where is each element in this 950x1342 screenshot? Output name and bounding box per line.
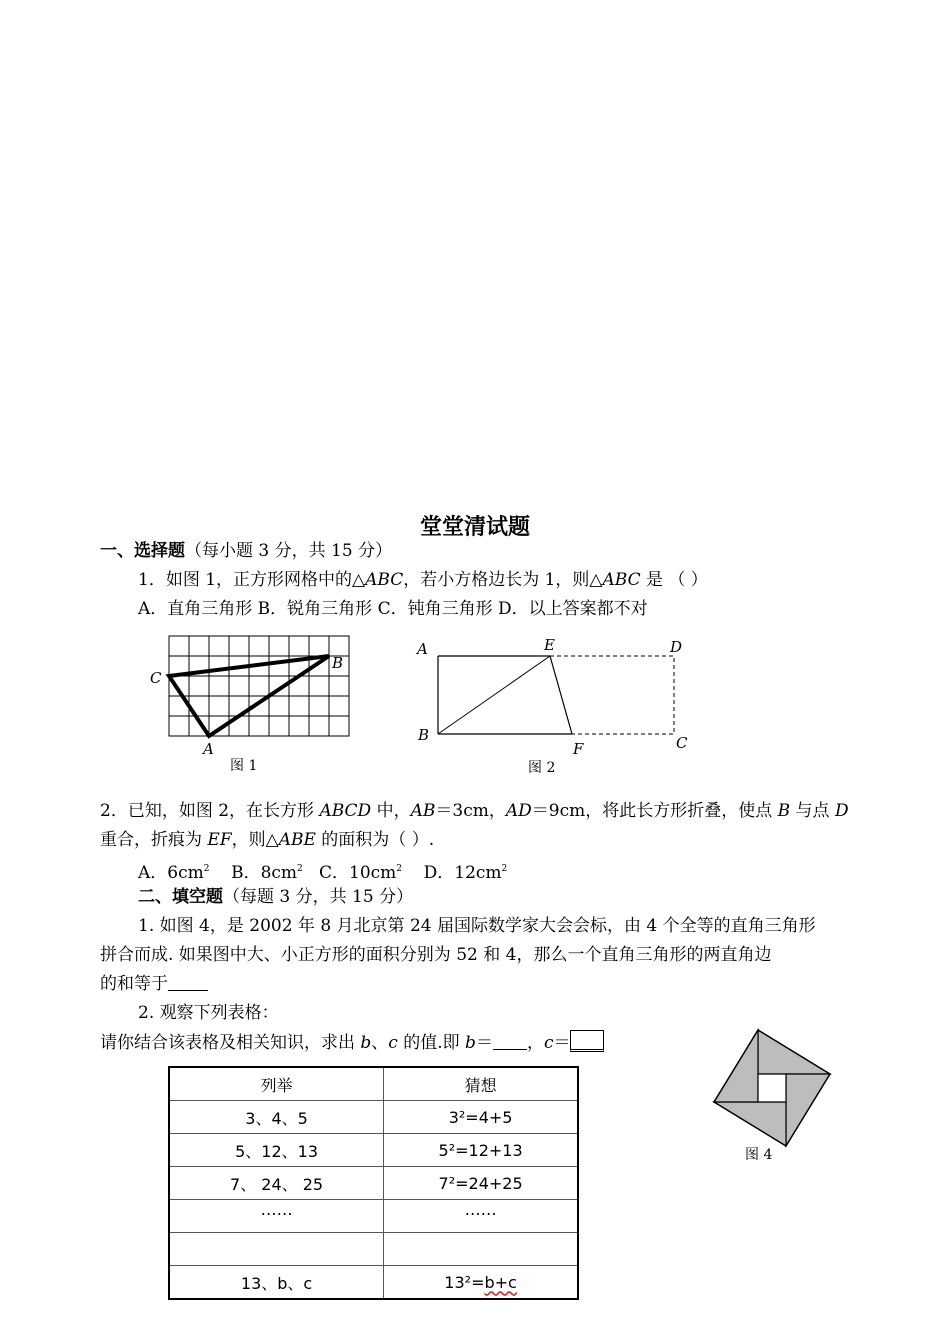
- q2-text: ＝9cm，将此长方形折叠，使点: [531, 801, 778, 821]
- fig4-inner-square: [758, 1074, 786, 1102]
- table-cell: [169, 1233, 384, 1266]
- fig2-label-f: F: [573, 740, 584, 758]
- table-cell: 3²=4+5: [384, 1101, 578, 1134]
- b-answer-blank[interactable]: [493, 1033, 527, 1050]
- table-row: [169, 1101, 578, 1134]
- last-guess-prefix: 13²=: [444, 1272, 485, 1292]
- fig1-caption: 图 1: [230, 758, 258, 774]
- q1-stem: [138, 569, 708, 591]
- fig2-label-b: B: [418, 726, 430, 744]
- fill2-text: 的值.即: [397, 1033, 466, 1053]
- header-list: 列举: [169, 1067, 384, 1101]
- fill2-line2: [100, 1030, 604, 1054]
- fig4-caption: 图 4: [745, 1147, 773, 1163]
- table-cell: [384, 1233, 578, 1266]
- q1-abc: ABC: [365, 570, 404, 590]
- q2-text: 中，: [371, 801, 411, 821]
- figure-2: [410, 630, 710, 780]
- q2-abe: ABE: [278, 830, 316, 850]
- fig1-grid: [169, 636, 349, 736]
- last-guess-expression: b+c: [484, 1272, 517, 1292]
- fig1-label-a: A: [203, 740, 214, 758]
- section1-title: 一、选择题: [100, 541, 185, 561]
- q2-text: 重合，折痕为: [100, 830, 208, 850]
- section2-heading: [138, 886, 413, 908]
- q2-line2: [100, 829, 434, 851]
- q2-abcd: ABCD: [319, 801, 372, 821]
- fill2-text: ＝: [475, 1033, 493, 1053]
- section2-note: （每题 3 分，共 15 分）: [223, 887, 414, 907]
- fig1-label-b: B: [332, 654, 344, 672]
- q2-b: B: [777, 801, 791, 821]
- q2-text: ，则△: [231, 830, 279, 850]
- table-row: [169, 1200, 578, 1233]
- table-cell: ……: [384, 1200, 578, 1233]
- fill2-text: 请你结合该表格及相关知识，求出: [100, 1033, 361, 1053]
- fig2-label-a: A: [417, 640, 428, 658]
- page-title: 堂堂清试题: [419, 515, 530, 540]
- fig2-label-d: D: [670, 638, 683, 656]
- fig2-label-e: E: [544, 636, 555, 654]
- fill2-b: b: [360, 1033, 372, 1053]
- q2-ad: AD: [505, 801, 532, 821]
- table-cell: 5²=12+13: [384, 1134, 578, 1167]
- fill2-c: c: [543, 1033, 554, 1053]
- q1-text-c: 是 （ ）: [640, 570, 708, 590]
- table-cell: 5、12、13: [169, 1134, 384, 1167]
- table-header-row: [169, 1067, 578, 1101]
- q1-text-a: 1．如图 1，正方形网格中的△: [138, 570, 366, 590]
- table-row: [169, 1233, 578, 1266]
- q2-line1: [100, 800, 849, 822]
- table-cell: 3、4、5: [169, 1101, 384, 1134]
- q2-option-a: A．$6cm^2$: [138, 863, 210, 883]
- q1-abc-2: ABC: [602, 570, 641, 590]
- section1-note: （每小题 3 分，共 15 分）: [185, 541, 393, 561]
- q2-ef: EF: [207, 830, 232, 850]
- table-row: [169, 1167, 578, 1200]
- q2-option-c: C．$10cm^2$: [319, 863, 403, 883]
- fill1-text: 的和等于: [100, 974, 168, 994]
- fill2-line1: 2. 观察下列表格：: [138, 1003, 279, 1023]
- figure-4: [705, 1020, 845, 1170]
- table-row: [169, 1266, 578, 1300]
- q2-text: 的面积为（ ）.: [315, 830, 435, 850]
- fig2-fold-ef: [550, 656, 572, 734]
- fig2-label-c: C: [676, 734, 688, 752]
- fill2-text: ，: [526, 1033, 544, 1053]
- q2-option-b: B．$8cm^2$: [231, 863, 303, 883]
- table-row: [169, 1134, 578, 1167]
- q2-options: [138, 858, 507, 884]
- table-cell-last: [384, 1266, 578, 1300]
- fig2-caption: 图 2: [528, 760, 556, 776]
- q2-text: ＝3cm，: [435, 801, 506, 821]
- fill1-line3: [100, 973, 208, 995]
- q2-text: 2．已知，如图 2，在长方形: [100, 801, 320, 821]
- fill1-line2: 拼合而成. 如果图中大、小正方形的面积分别为 52 和 4，那么一个直角三角形的两直角边: [100, 945, 772, 965]
- q2-d: D: [834, 801, 849, 821]
- q2-option-d: D．$12cm^2$: [423, 863, 508, 883]
- q1-options: A．直角三角形 B．锐角三角形 C．钝角三角形 D．以上答案都不对: [138, 599, 648, 619]
- section2-title: 二、填空题: [138, 887, 223, 907]
- section1-heading: [100, 540, 392, 562]
- fig1-label-c: C: [150, 669, 162, 687]
- fill2-text: ＝: [553, 1033, 571, 1053]
- table-cell: 13、b、c: [169, 1266, 384, 1300]
- fill2-c: c: [388, 1033, 398, 1053]
- fill2-text: 、: [371, 1033, 389, 1053]
- fill1-answer-blank[interactable]: [168, 974, 208, 991]
- fig2-rect-dashed: [438, 656, 674, 734]
- table-cell: 7²=24+25: [384, 1167, 578, 1200]
- table-cell: ……: [169, 1200, 384, 1233]
- q1-text-b: ，若小方格边长为 1，则△: [403, 570, 603, 590]
- header-guess: 猜想: [384, 1067, 578, 1101]
- figure-1: [145, 630, 365, 780]
- table-cell: 7、 24、 25: [169, 1167, 384, 1200]
- q2-text: 与点: [790, 801, 835, 821]
- fill1-line1: 1. 如图 4，是 2002 年 8 月北京第 24 届国际数学家大会会标，由 4 个全等的直角三角形: [138, 916, 816, 936]
- fig2-line-be: [438, 656, 550, 734]
- fill2-b: b: [465, 1033, 476, 1053]
- q2-ab: AB: [410, 801, 436, 821]
- pattern-table: [168, 1066, 579, 1300]
- c-answer-box[interactable]: [570, 1030, 604, 1052]
